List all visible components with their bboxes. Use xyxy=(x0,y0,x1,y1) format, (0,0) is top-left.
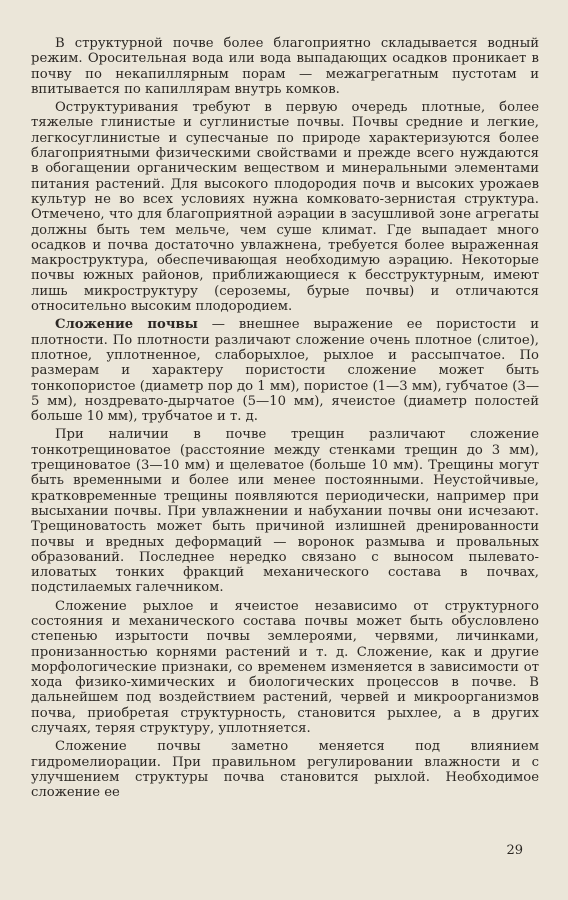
paragraph xyxy=(31,599,539,737)
paragraph-text: Сложение почвы заметно меняется под влиянием гидромелиорации. При правильном регулировании влажности и с улучшением структуры почва становится рыхлой. Необходимое сложение ее xyxy=(31,739,539,801)
paragraph-text: Сложение рыхлое и ячеистое независимо от структурного состояния и механического состава почвы может быть обусловлено степенью изрытости почвы землероями, червями, личинками, пронизанностью корнями растений и т. д. Сложение, как и другие морфологические признаки, со временем изменяется в зависимости от хода физико-химических и биологических процессов в почве. В дальнейшем под воздействием растений, червей и микроорганизмов почва, приобретая структурность, становится рыхлее, а в других случаях, теряя структуру, уплотняется. xyxy=(31,598,539,737)
paragraph xyxy=(31,100,539,314)
paragraph-text: При наличии в почве трещин различают сложение тонкотрещиноватое (расстояние между стенками трещин до 3 мм), трещиноватое (3—10 мм) и щелеватое (больше 10 мм). Трещины могут быть временными и более или менее постоянными. Неустойчивые, кратковременные трещины появляются периодически, например при высыхании почвы. При увлажнении и набухании почвы они исчезают. Трещиноватость может быть причиной излишней дренированности почвы и вредных деформаций — воронок размыва и провальных образований. Последнее нередко связано с выносом пылевато-иловатых тонких фракций механического состава в почвах, подстилаемых галечником. xyxy=(31,427,539,596)
paragraph xyxy=(31,317,539,424)
text-body xyxy=(31,36,539,801)
paragraph-text: — внешнее выражение ее пористости и плотности. По плотности различают сложение очень плотное (слитое), плотное, уплотненное, слаборыхлое, рыхлое и рассыпчатое. По размерам и характеру пористости сложение может быть тонкопористое (диаметр пор до 1 мм), пористое (1—3 мм), губчатое (3—5 мм), ноздревато-дырчатое (5—10 мм), ячеистое (диаметр полостей больше 10 мм), трубчатое и т. д. xyxy=(31,317,540,425)
paragraph xyxy=(31,36,539,97)
paragraph xyxy=(31,739,539,800)
term-heading: Сложение почвы xyxy=(55,317,198,333)
paragraph xyxy=(31,427,539,595)
paragraph-text: Оструктуривания требуют в первую очередь плотные, более тяжелые глинистые и суглинистые почвы. Почвы средние и легкие, легкосуглинистые и супесчаные по природе характеризуются более благоприятными физическими свойствами и прежде всего нуждаются в обогащении органическим веществом и минеральными элементами питания растений. Для высокого плодородия почв и высоких урожаев культур не во всех условиях нужна комковато-зернистая структура. Отмечено, что для благоприятной аэрации в засушливой зоне агрегаты должны быть тем мельче, чем суше климат. Где выпадает много осадков и почва достаточно увлажнена, требуется более выраженная макроструктура, обеспечивающая необходимую аэрацию. Некоторые почвы южных районов, приближающиеся к бесструктурным, имеют лишь микроструктуру (сероземы, бурые почвы) и отличаются относительно высоким плодородием. xyxy=(31,100,539,315)
page-number: 29 xyxy=(506,843,523,858)
paragraph-text: В структурной почве более благоприятно складывается водный режим. Оросительная вода или вода выпадающих осадков проникает в почву по некапиллярным порам — межагрегатным пустотам и впитывается по капиллярам внутрь комков. xyxy=(31,36,539,97)
